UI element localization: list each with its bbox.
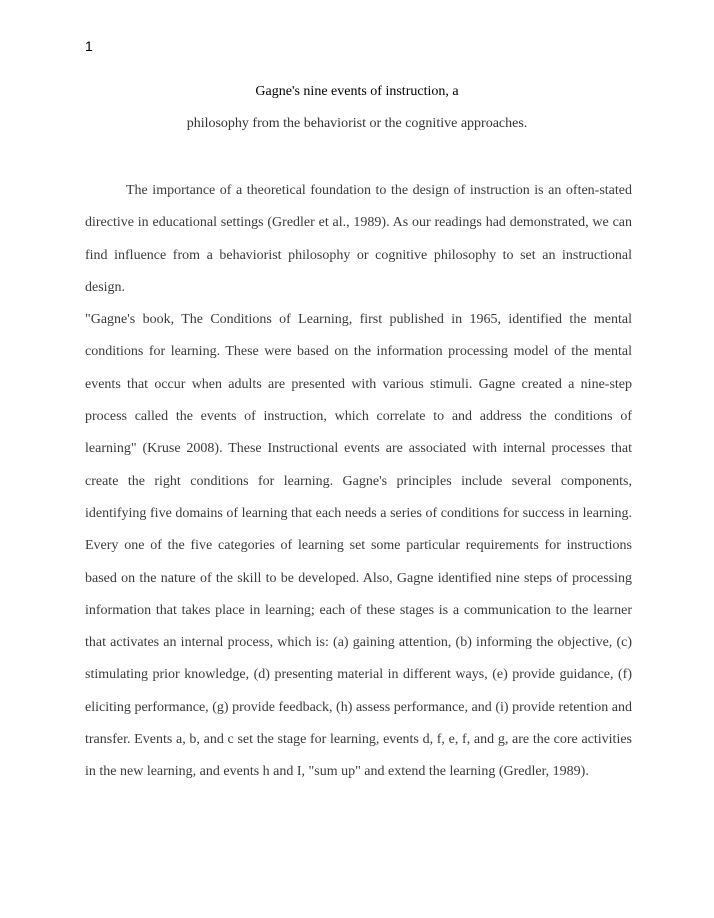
page-number: 1 (85, 38, 93, 54)
paragraph-intro: The importance of a theoretical foundation to the design of instruction is an often-stated directive in educational settings (Gredler et al., 1989). As our readings had demonstrated, we can find influence from a behaviorist philosophy or cognitive philosophy to set an instructional design. (85, 183, 632, 295)
document-title-line-2: philosophy from the behaviorist or the cognitive approaches. (186, 116, 528, 131)
document-body (85, 175, 632, 789)
paragraph-gagne-events: "Gagne's book, The Conditions of Learning, first published in 1965, identified the mental conditions for learning. These were based on the information processing model of the mental events that occur when adults are presented with various stimuli. Gagne created a nine-step process called the events of instruction, which correlate to and address the conditions of learning" (Kruse 2008). These Instructional events are associated with internal processes that create the right conditions for learning. Gagne's principles include several components, identifying five domains of learning that each needs a series of conditions for success in learning. Every one of the five categories of learning set some particular requirements for instructions based on the nature of the skill to be developed. Also, Gagne identified nine steps of processing information that takes place in learning; each of these stages is a communication to the learner that activates an internal process, which is: (a) gaining attention, (b) informing the objective, (c) stimulating prior knowledge, (d) presenting material in different ways, (e) provide guidance, (f) eliciting performance, (g) provide feedback, (h) assess performance, and (i) provide retention and transfer. Events a, b, and c set the stage for learning, events d, f, e, f, and g, are the core activities in the new learning, and events h and I, "sum up" and extend the learning (Gredler, 1989). (85, 312, 632, 780)
document-title-line-1: Gagne's nine events of instruction, a (255, 84, 459, 99)
